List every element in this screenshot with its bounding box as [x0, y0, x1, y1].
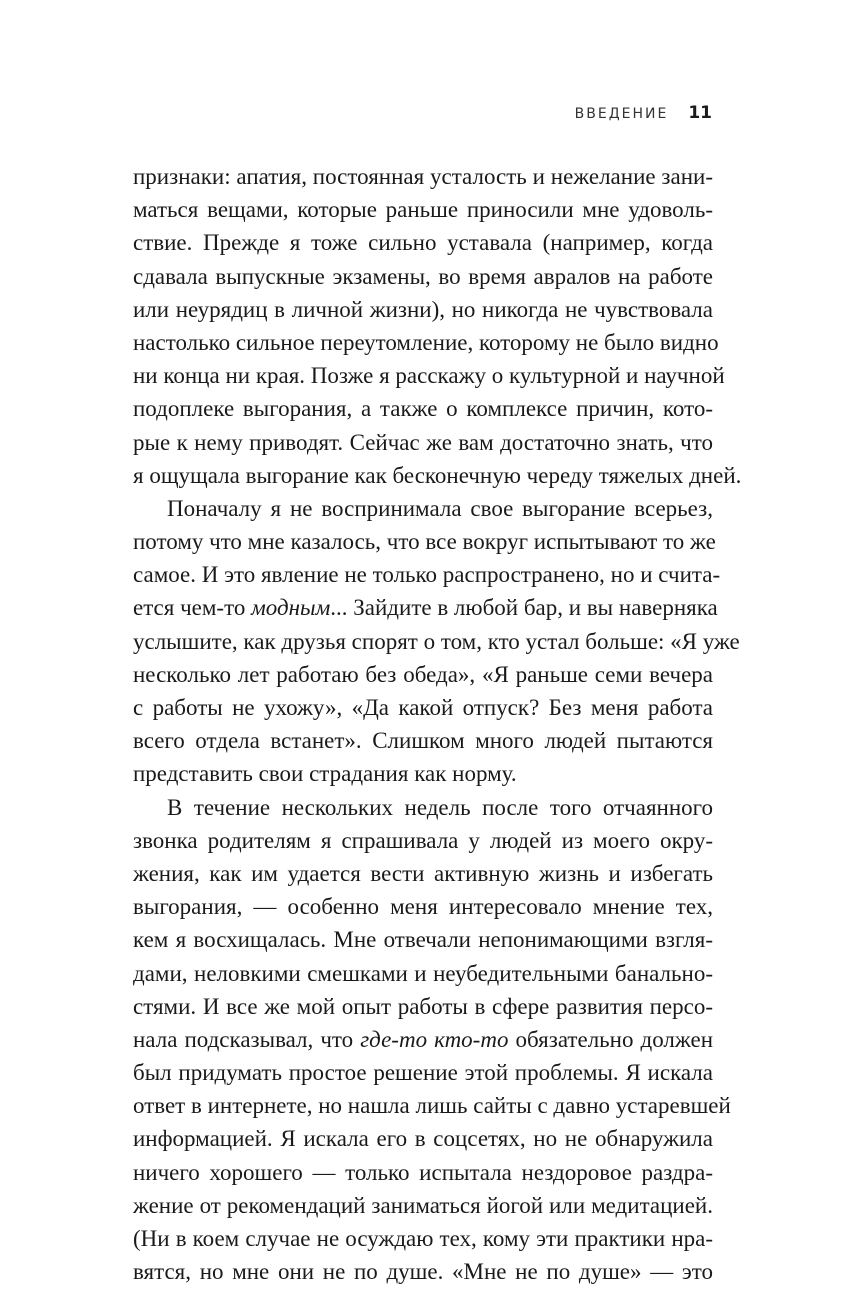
text-line [133, 890, 713, 923]
text-line [133, 193, 713, 226]
text-line [133, 691, 713, 724]
text-line [133, 293, 713, 326]
text-run: настолько сильное переутомление, которому не было видно [133, 329, 719, 355]
text-line [133, 392, 713, 425]
text-run: ... Зайдите в любой бар, и вы наверняка [330, 595, 718, 621]
text-run: обязательно должен [508, 1026, 713, 1052]
text-line [133, 923, 713, 956]
body-text [133, 160, 742, 1288]
text-line [133, 857, 713, 890]
text-line [133, 359, 725, 392]
text-run: всего отдела встанет». Слишком много людей пытаются [133, 728, 713, 754]
text-line [133, 492, 713, 525]
text-line [133, 990, 713, 1023]
text-run: выгорания, — особенно меня интересовало мнение тех, [133, 894, 713, 920]
text-line [133, 1255, 713, 1288]
text-line [133, 226, 713, 259]
text-run: ни конца ни края. Позже я расскажу о культурной и научной [133, 363, 725, 389]
text-line [133, 724, 713, 757]
text-line [133, 1023, 713, 1056]
text-run: признаки: апатия, постоянная усталость и нежелание зани- [133, 164, 713, 189]
text-run: Поначалу я не воспринимала свое выгорание всерьез, [167, 495, 713, 521]
text-line [133, 1222, 713, 1255]
text-line [133, 326, 719, 359]
text-run: жения, как им удается вести активную жизнь и избегать [133, 860, 713, 886]
text-run: стями. И все же мой опыт работы в сфере развития персо- [133, 993, 713, 1019]
text-line [133, 1122, 713, 1155]
text-line [133, 1156, 713, 1189]
text-line [133, 260, 713, 293]
text-run: подоплеке выгорания, а также о комплексе причин, кото- [133, 396, 713, 422]
text-run: нала подсказывал, что [133, 1026, 361, 1052]
text-run: дами, неловкими смешками и неубедительными банально- [133, 960, 713, 986]
text-run: В течение нескольких недель после того отчаянного [167, 794, 713, 820]
italic-text: модным [251, 595, 331, 621]
text-run: ответ в интернете, но нашла лишь сайты с давно устаревшей [133, 1093, 731, 1119]
text-run: или неурядиц в личной жизни), но никогда не чувствовала [133, 296, 713, 322]
text-run: я ощущала выгорание как бесконечную череду тяжелых дней. [133, 462, 742, 488]
text-line [133, 1189, 713, 1222]
text-line [133, 591, 718, 624]
text-line [133, 1056, 713, 1089]
text-run: потому что мне казалось, что все вокруг испытывают то же [133, 529, 716, 555]
text-line [133, 757, 713, 790]
italic-text: где-то кто-то [360, 1026, 509, 1052]
text-line [133, 1089, 731, 1122]
text-run: представить свои страдания как норму. [133, 761, 517, 787]
text-line [133, 525, 716, 558]
text-line [133, 160, 713, 193]
text-run: (Ни в коем случае не осуждаю тех, кому эти практики нра- [133, 1226, 713, 1251]
text-line [133, 459, 742, 492]
text-run: самое. И это явление не только распространено, но и счита- [133, 562, 721, 588]
text-run: был придумать простое решение этой проблемы. Я искала [133, 1060, 713, 1086]
text-line [133, 824, 713, 857]
page-number: 11 [688, 103, 712, 123]
text-line [133, 791, 713, 824]
text-line [133, 625, 740, 658]
paragraph [133, 160, 742, 492]
text-line [133, 658, 713, 691]
text-run: кем я восхищалась. Мне отвечали непонимающими взгля- [133, 927, 713, 953]
text-run: ется чем-то [133, 595, 252, 621]
text-run: вятся, но мне они не по душе. «Мне не по душе» — это [133, 1259, 713, 1285]
text-line [133, 426, 713, 459]
text-run: ничего хорошего — только испытала нездоровое раздра- [133, 1159, 713, 1185]
text-run: сдавала выпускные экзамены, во время авралов на работе [133, 263, 713, 289]
text-run: звонка родителям я спрашивала у людей из моего окру- [133, 827, 713, 853]
text-line [133, 957, 713, 990]
text-run: маться вещами, которые раньше приносили мне удоволь- [133, 197, 713, 223]
paragraph [133, 791, 731, 1289]
text-run: рые к нему приводят. Сейчас же вам достаточно знать, что [133, 429, 713, 455]
paragraph [133, 492, 740, 791]
text-run: услышите, как друзья спорят о том, кто устал больше: «Я уже [133, 628, 740, 654]
running-head [575, 103, 712, 123]
text-run: несколько лет работаю без обеда», «Я раньше семи вечера [133, 661, 713, 687]
text-run: с работы не ухожу», «Да какой отпуск? Без меня работа [133, 695, 713, 720]
text-run: информацией. Я искала его в соцсетях, но не обнаружила [133, 1126, 713, 1152]
text-run: ствие. Прежде я тоже сильно уставала (например, когда [133, 230, 713, 256]
text-run: жение от рекомендаций заниматься йогой или медитацией. [133, 1192, 713, 1218]
section-title: ВВЕДЕНИЕ [574, 106, 669, 122]
text-line [133, 558, 721, 591]
